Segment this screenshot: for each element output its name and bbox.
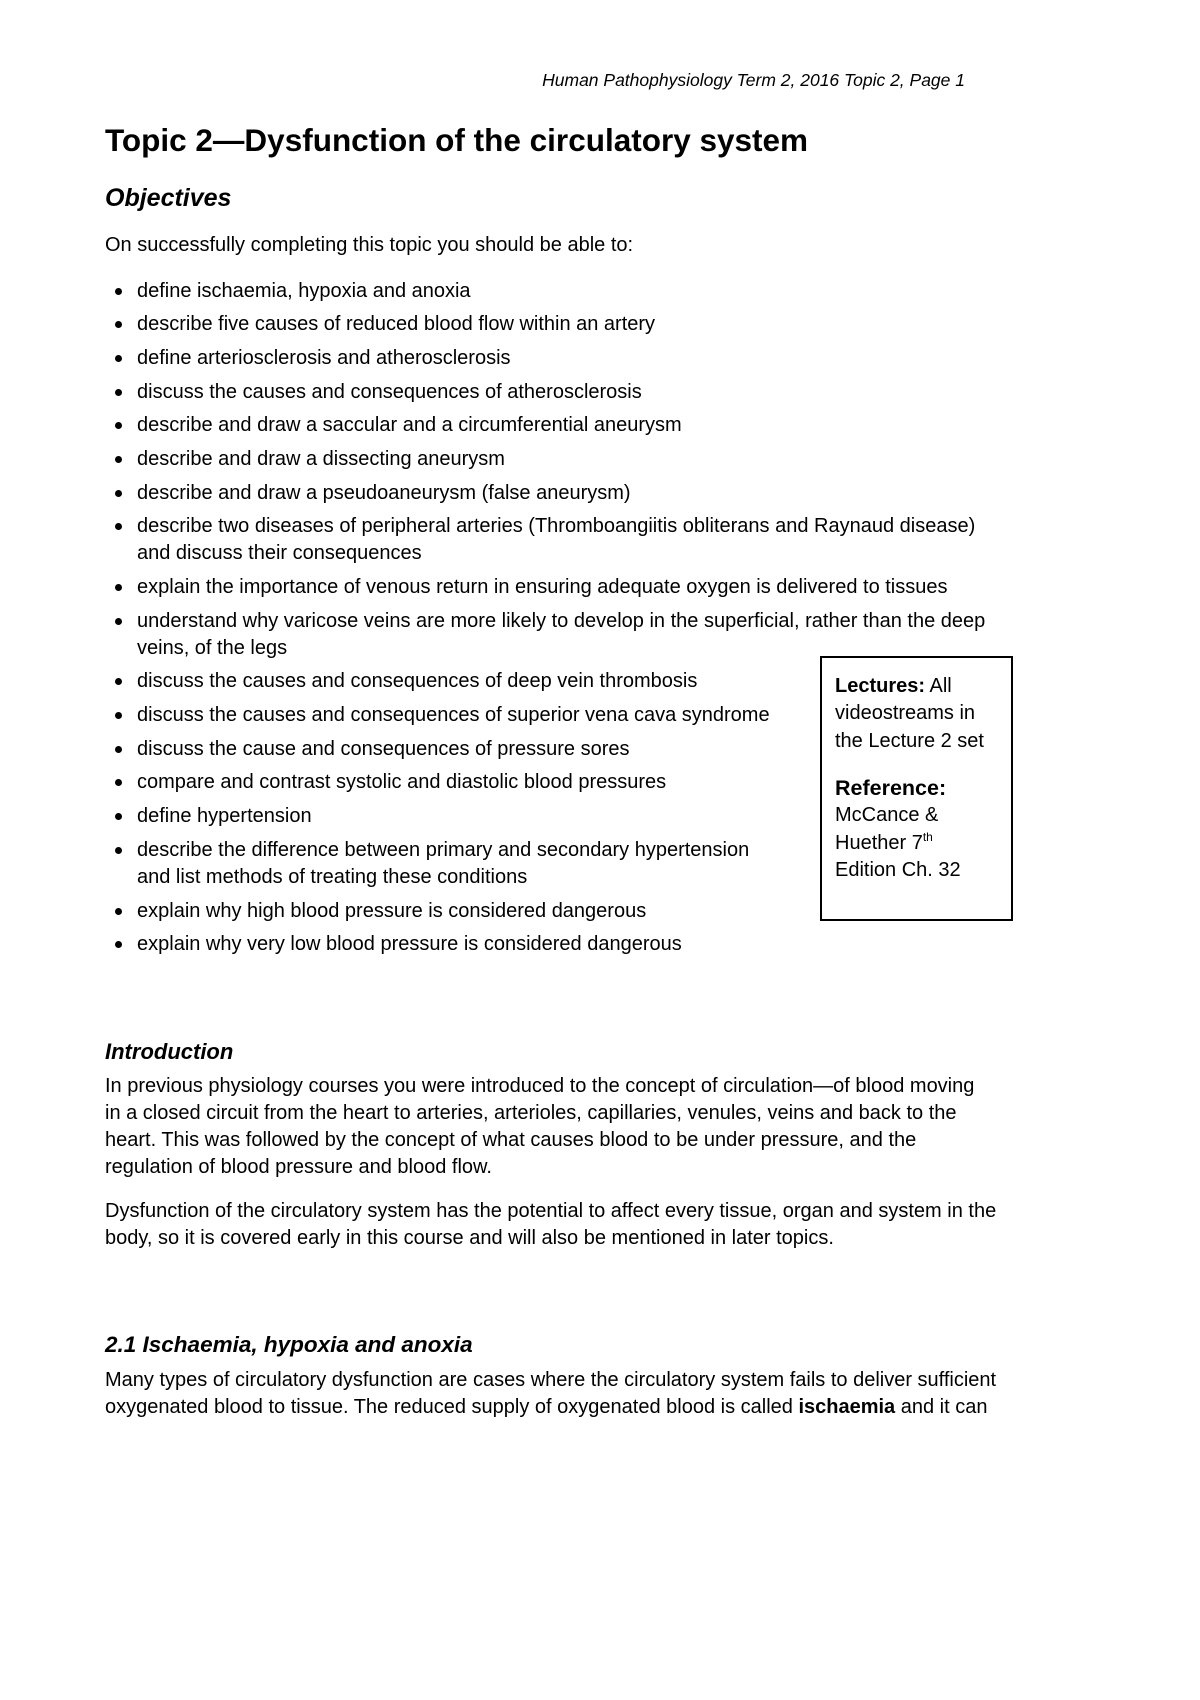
lectures-line (835, 673, 1011, 701)
objective-text: describe five causes of reduced blood flow within an artery (137, 313, 656, 336)
paragraph-line: In previous physiology courses you were introduced to the concept of circulation—of blood moving (105, 1074, 975, 1097)
paragraph-line: heart. This was followed by the concept of what causes blood to be under pressure, and the (105, 1129, 917, 1152)
objective-item (105, 311, 985, 338)
objective-text: define ischaemia, hypoxia and anoxia (137, 279, 471, 302)
objective-item (105, 379, 985, 406)
reference-text: McCance & (835, 804, 939, 826)
lectures-label: Lectures: (835, 674, 926, 697)
bullet-marker (115, 847, 122, 854)
objective-text: discuss the cause and consequences of pressure sores (137, 737, 630, 760)
objective-text: explain why high blood pressure is considered dangerous (137, 899, 647, 922)
objective-item (105, 608, 985, 662)
objective-text: explain the importance of venous return in ensuring adequate oxygen is delivered to tissues (137, 576, 948, 598)
objective-item (105, 931, 985, 958)
reference-text: Edition Ch. 32 (835, 859, 961, 881)
objective-text: discuss the causes and consequences of superior vena cava syndrome (137, 704, 770, 727)
objective-item (105, 513, 985, 567)
bullet-marker (115, 908, 122, 915)
bullet-marker (115, 813, 122, 820)
paragraph-text: and it can (900, 1395, 988, 1418)
objective-text: define arteriosclerosis and atherosclerosis (137, 346, 511, 369)
bullet-marker (115, 389, 122, 396)
objective-text: veins, of the legs (137, 636, 288, 659)
objective-item (105, 480, 985, 507)
paragraph-line: Many types of circulatory dysfunction are cases where the circulatory system fails to deliver sufficient (105, 1368, 997, 1391)
paragraph-text: oxygenated blood to tissue. The reduced supply of oxygenated blood is called (105, 1395, 793, 1418)
objectives-intro: On successfully completing this topic you should be able to: (105, 233, 634, 256)
bullet-marker (115, 941, 122, 948)
reference-label: Reference: (835, 775, 947, 800)
objective-text: describe and draw a dissecting aneurysm (137, 447, 505, 470)
lecture-reference-box (820, 656, 1013, 921)
section-heading: 2.1 Ischaemia, hypoxia and anoxia (105, 1332, 473, 1357)
objective-text: describe two diseases of peripheral arteries (Thromboangiitis obliterans and Raynaud disease) (137, 515, 976, 538)
objectives-heading: Objectives (105, 184, 232, 212)
introduction-paragraph (105, 1198, 996, 1253)
objective-text: define hypertension (137, 805, 312, 828)
paragraph-line: in a closed circuit from the heart to arteries, arterioles, capillaries, venules, veins and back to the (105, 1101, 957, 1124)
objective-text: and list methods of treating these conditions (137, 865, 528, 888)
bullet-marker (115, 321, 122, 328)
objective-item (105, 345, 985, 372)
paragraph-line: regulation of blood pressure and blood flow. (105, 1156, 492, 1179)
reference-line (835, 830, 1011, 858)
objective-text: describe and draw a pseudoaneurysm (false aneurysm) (137, 481, 631, 504)
bullet-marker (115, 746, 122, 753)
reference-text: Huether 7 (835, 831, 923, 854)
reference-note (835, 775, 1011, 885)
bullet-marker (115, 618, 122, 625)
paragraph-line (105, 1394, 996, 1421)
lectures-note (835, 673, 1011, 756)
lectures-text: videostreams in (835, 702, 976, 724)
lectures-text: the Lecture 2 set (835, 729, 984, 752)
bullet-marker (115, 490, 122, 497)
objective-item (105, 278, 985, 305)
bullet-marker (115, 288, 122, 295)
bullet-marker (115, 779, 122, 786)
objective-text: compare and contrast systolic and diastolic blood pressures (137, 771, 667, 794)
paragraph-line: Dysfunction of the circulatory system has the potential to affect every tissue, organ and system in the (105, 1199, 997, 1222)
edition-superscript: th (922, 829, 933, 844)
bullet-marker (115, 584, 122, 591)
objective-text: describe and draw a saccular and a circumferential aneurysm (137, 414, 682, 437)
introduction-heading: Introduction (105, 1039, 234, 1064)
objective-text: explain why very low blood pressure is considered dangerous (137, 933, 682, 956)
objective-item (105, 446, 985, 473)
bullet-marker (115, 422, 122, 429)
bullet-marker (115, 355, 122, 362)
bullet-marker (115, 678, 122, 685)
bullet-marker (115, 523, 122, 530)
section-paragraph (105, 1367, 996, 1422)
objective-item (105, 412, 985, 439)
bullet-marker (115, 712, 122, 719)
objective-text: discuss the causes and consequences of atherosclerosis (137, 380, 642, 403)
bullet-marker (115, 456, 122, 463)
objective-text: discuss the causes and consequences of deep vein thrombosis (137, 670, 698, 693)
objective-text: understand why varicose veins are more likely to develop in the superficial, rather than the deep (137, 609, 986, 632)
paragraph-line: body, so it is covered early in this course and will also be mentioned in later topics. (105, 1226, 834, 1249)
running-header: Human Pathophysiology Term 2, 2016 Topic 2, Page 1 (542, 70, 965, 90)
objective-text: describe the difference between primary and secondary hypertension (137, 838, 750, 861)
lectures-text: All (929, 674, 952, 697)
objective-text: and discuss their consequences (137, 542, 422, 565)
introduction-paragraph (105, 1073, 974, 1182)
page-title: Topic 2—Dysfunction of the circulatory system (105, 122, 809, 158)
key-term: ischaemia (798, 1395, 896, 1418)
objective-item (105, 574, 985, 601)
